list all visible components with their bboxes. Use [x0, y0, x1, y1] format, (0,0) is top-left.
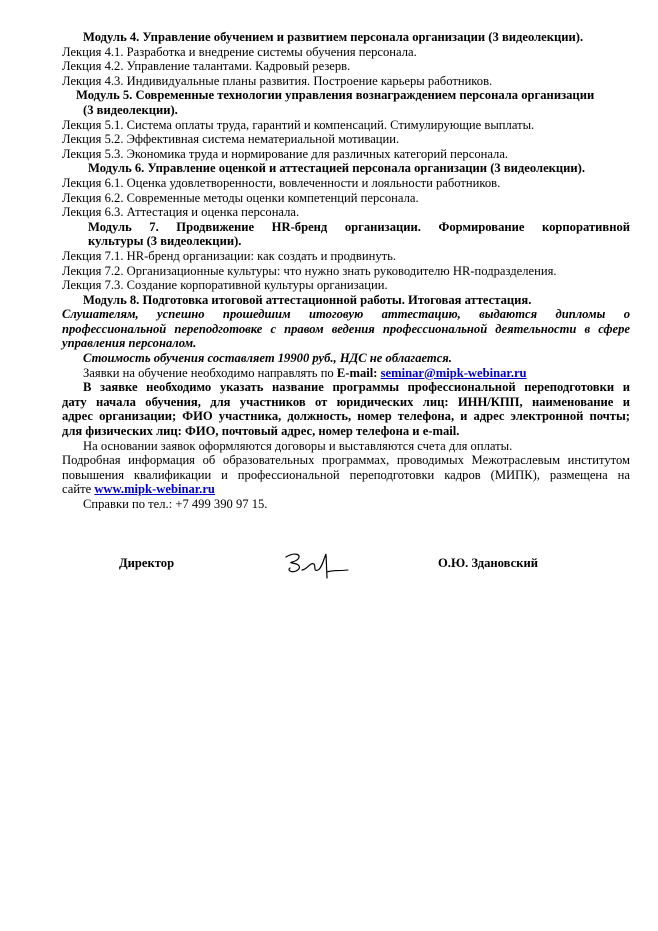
info-line-2: повышения квалификации и профессиональной переподготовки кадров (МИПК), размещена на: [62, 467, 630, 482]
handwritten-signature: [282, 548, 352, 582]
lecture-6-2: Лекция 6.2. Современные методы оценки компетенций персонала.: [62, 190, 419, 205]
document-page: [62, 30, 630, 512]
cost-line: Стоимость обучения составляет 19900 руб., НДС не облагается.: [83, 351, 452, 366]
lecture-5-3: Лекция 5.3. Экономика труда и нормирование для различных категорий персонала.: [62, 146, 509, 161]
email-label: E-mail:: [336, 365, 378, 380]
lecture-7-1: Лекция 7.1. HR-бренд организации: как создать и продвинуть.: [62, 248, 397, 263]
signatory-name: О.Ю. Здановский: [438, 556, 538, 570]
info-line-1: Подробная информация об образовательных программах, проводимых Межотраслевым институтом: [62, 453, 630, 468]
lecture-6-3: Лекция 6.3. Аттестация и оценка персонала.: [62, 205, 300, 220]
lecture-7-3: Лекция 7.3. Создание корпоративной культуры организации.: [62, 278, 388, 293]
request-line-4: для физических лиц: ФИО, почтовый адрес, номер телефона и e-mail.: [62, 424, 460, 439]
diploma-line-1: Слушателям, успешно прошедшим итоговую аттестацию, выдаются дипломы о: [62, 307, 630, 322]
module-4-title: Модуль 4. Управление обучением и развитием персонала организации (3 видеолекции).: [83, 30, 584, 44]
lecture-4-2: Лекция 4.2. Управление талантами. Кадровый резерв.: [62, 59, 351, 74]
module-7-title: Модуль 7. Продвижение HR-бренд организации. Формирование корпоративной: [88, 219, 630, 234]
module-5-title: Модуль 5. Современные технологии управления вознаграждением персонала организации: [76, 88, 595, 103]
contracts-line: На основании заявок оформляются договоры и выставляются счета для оплаты.: [83, 438, 513, 453]
website-link[interactable]: www.mipk-webinar.ru: [94, 482, 215, 497]
email-link[interactable]: seminar@mipk-webinar.ru: [380, 365, 527, 380]
apply-line: [62, 366, 630, 381]
diploma-line-3: управления персоналом.: [62, 336, 197, 351]
lecture-5-2: Лекция 5.2. Эффективная система нематериальной мотивации.: [62, 132, 400, 147]
phone-line: Справки по тел.: +7 499 390 97 15.: [83, 497, 268, 511]
apply-text: Заявки на обучение необходимо направлять по: [83, 365, 337, 380]
lecture-4-3: Лекция 4.3. Индивидуальные планы развития. Построение карьеры работников.: [62, 73, 493, 88]
lecture-4-1: Лекция 4.1. Разработка и внедрение системы обучения персонала.: [62, 44, 417, 59]
lecture-6-1: Лекция 6.1. Оценка удовлетворенности, вовлеченности и лояльности работников.: [62, 175, 501, 190]
lecture-7-2: Лекция 7.2. Организационные культуры: что нужно знать руководителю HR-подразделения.: [62, 263, 557, 278]
module-6-title: Модуль 6. Управление оценкой и аттестацией персонала организации (3 видеолекции).: [88, 161, 586, 176]
request-line-2: дату начала обучения, для участников от юридических лиц: ИНН/КПП, наименование и: [62, 394, 630, 409]
info-line-3: [62, 482, 630, 497]
signatory-position: Директор: [119, 556, 175, 570]
request-line-3: адрес организации; ФИО участника, должность, номер телефона, и адрес электронной почты;: [62, 409, 630, 424]
signature-block: [0, 556, 658, 596]
module-5-title-cont: (3 видеолекции).: [83, 102, 178, 117]
module-7-title-cont: культуры (3 видеолекции).: [88, 234, 242, 249]
diploma-line-2: профессиональной переподготовке с правом ведения профессиональной деятельности в сфере: [62, 321, 630, 336]
request-line-1: В заявке необходимо указать название программы профессиональной переподготовки и: [83, 380, 630, 395]
module-8-title: Модуль 8. Подготовка итоговой аттестационной работы. Итоговая аттестация.: [83, 292, 532, 307]
lecture-5-1: Лекция 5.1. Система оплаты труда, гарантий и компенсаций. Стимулирующие выплаты.: [62, 117, 535, 132]
info-site-prefix: сайте: [62, 482, 95, 497]
